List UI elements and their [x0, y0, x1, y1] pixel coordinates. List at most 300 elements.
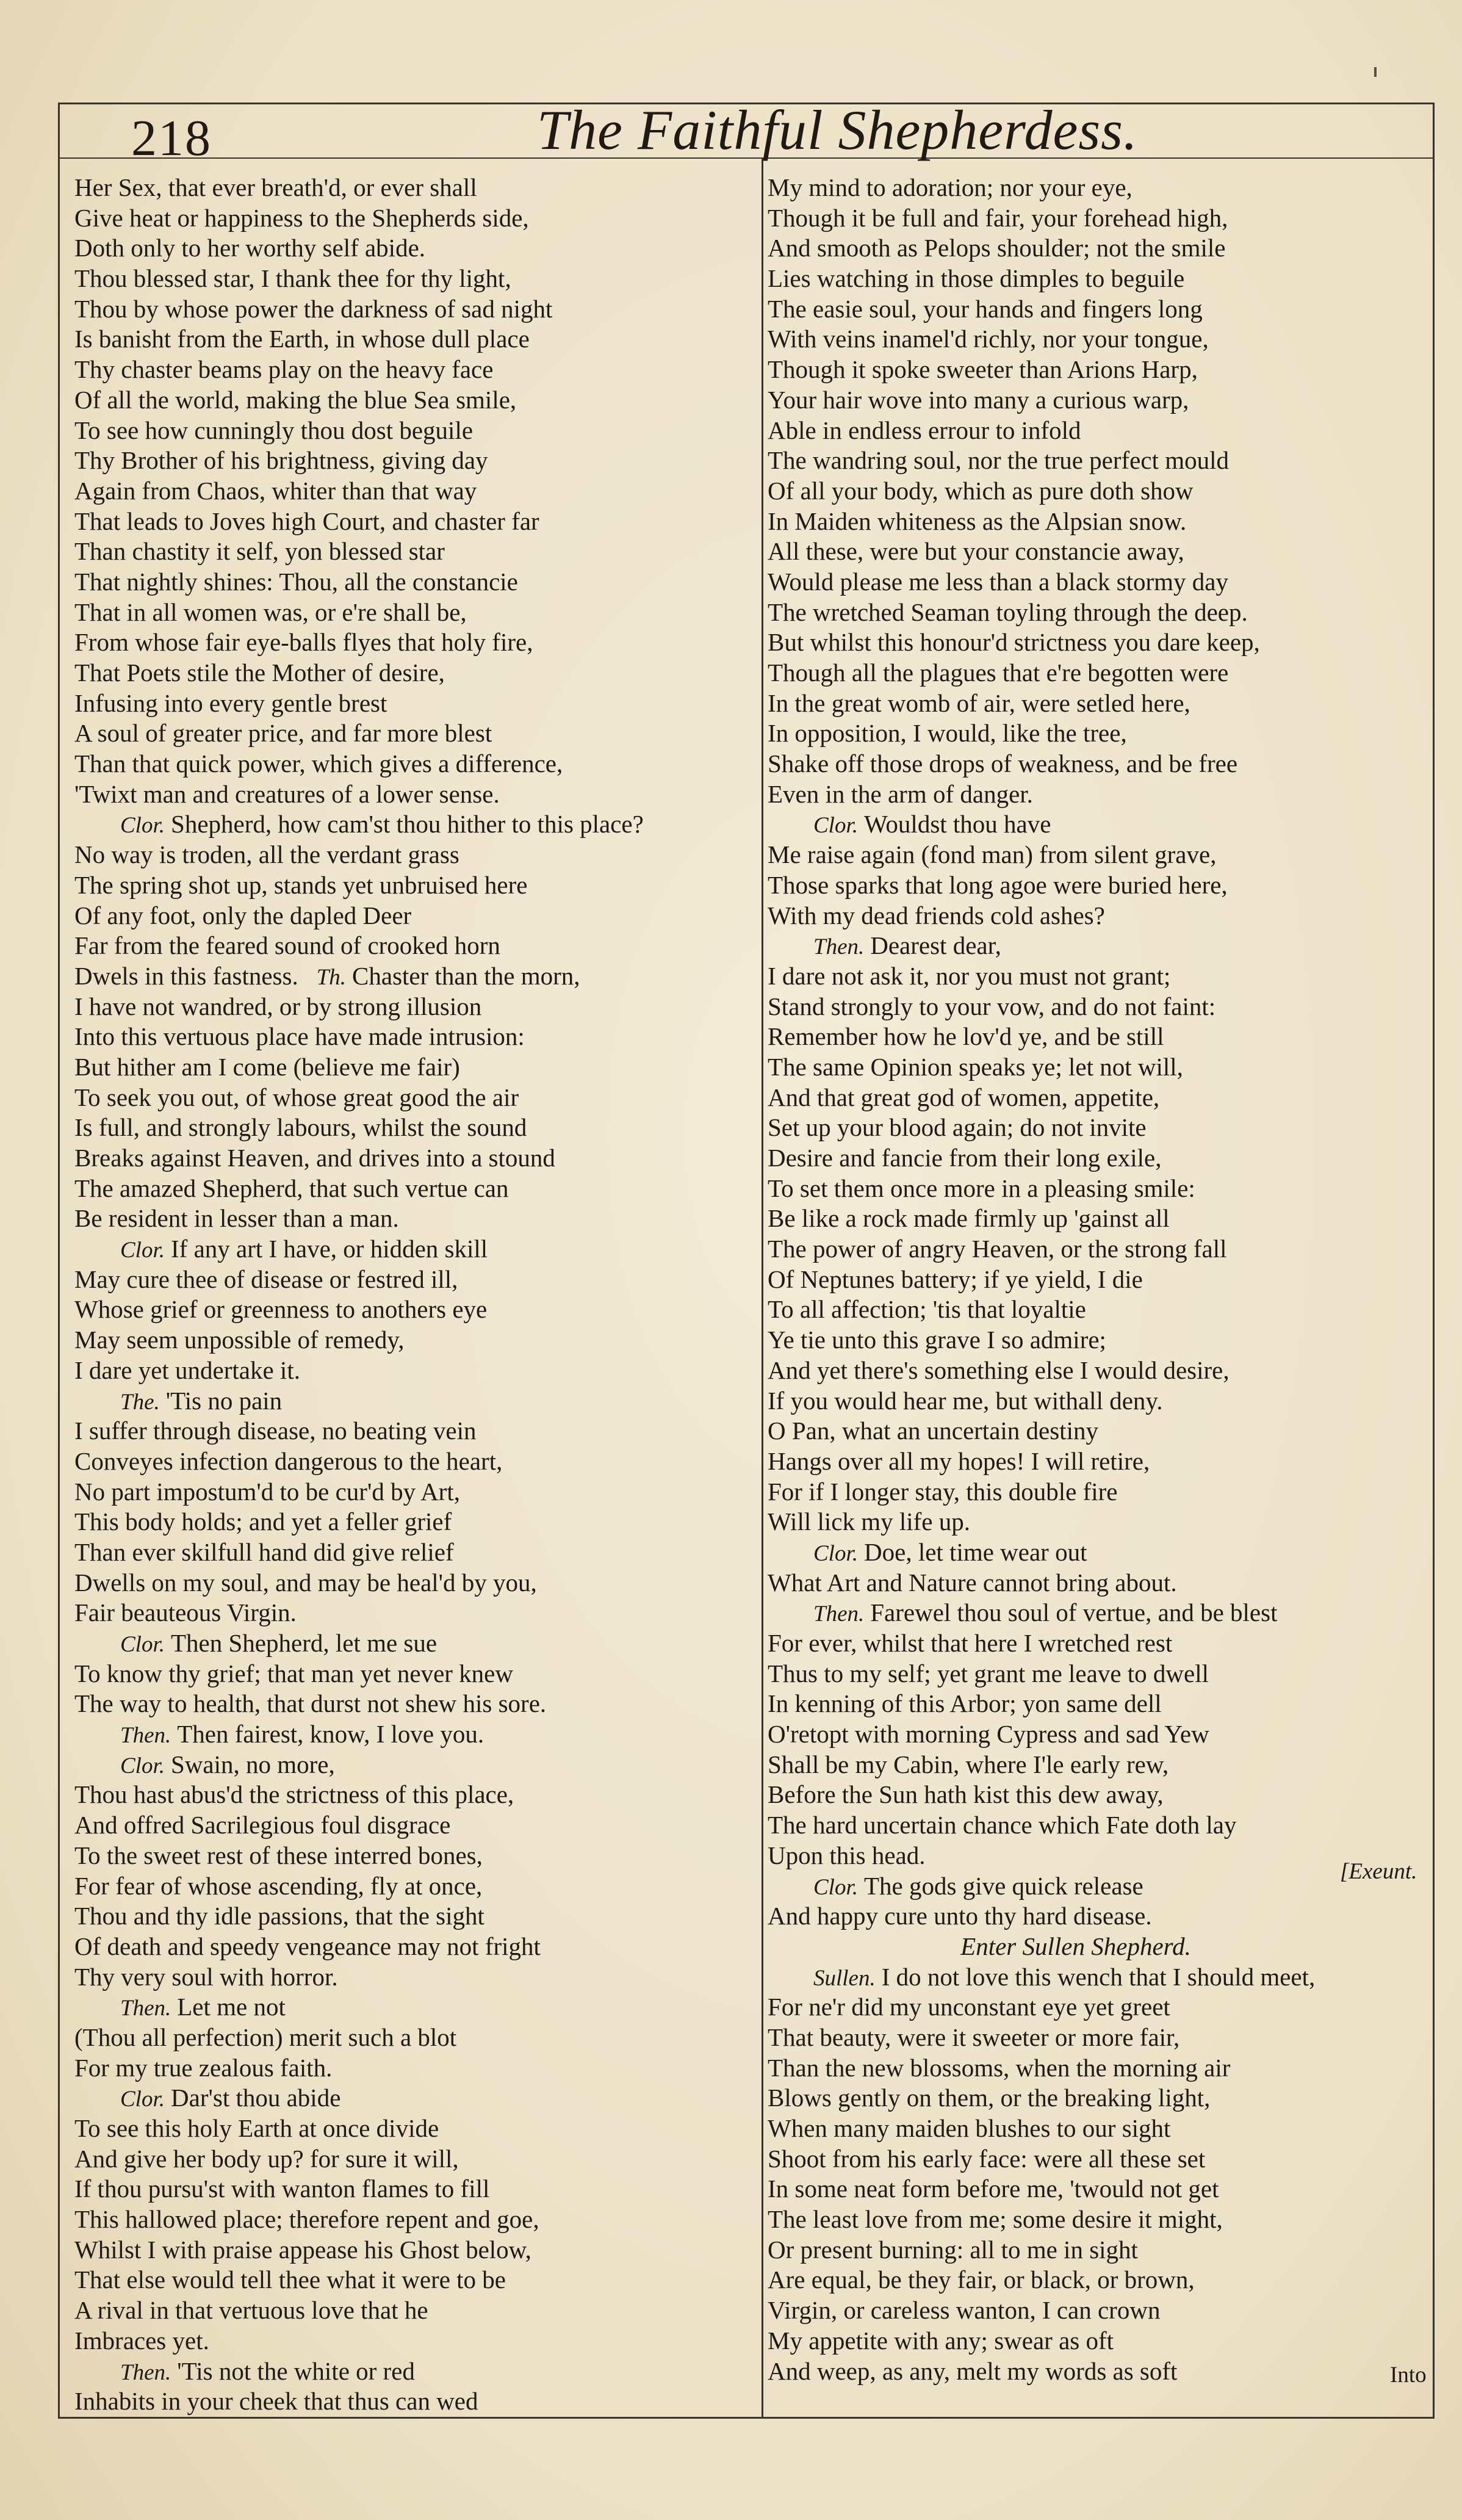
text-line [768, 507, 1421, 537]
text-line [768, 992, 1421, 1022]
verse-text: Far from the feared sound of crooked horn [74, 931, 500, 960]
verse-text: Stand strongly to your vow, and do not faint: [768, 992, 1216, 1020]
stage-direction: Enter Sullen Shepherd. [960, 1932, 1191, 1960]
verse-text: If thou pursu'st with wanton flames to fill [74, 2175, 490, 2203]
verse-text: That nightly shines: Thou, all the constancie [74, 567, 518, 596]
text-line [74, 2265, 752, 2295]
verse-text: I dare not ask it, nor you must not grant; [768, 961, 1171, 990]
verse-text: Let me not [177, 1993, 286, 2021]
verse-text: To the sweet rest of these interred bones, [74, 1841, 483, 1869]
text-line [768, 416, 1421, 446]
stage-direction-exeunt: [Exeunt. [1340, 1859, 1417, 1884]
verse-text: And weep, as any, melt my words as soft [768, 2356, 1178, 2385]
text-line [768, 2235, 1421, 2265]
verse-text: Than ever skilfull hand did give relief [74, 1537, 454, 1566]
verse-text: Lies watching in those dimples to beguile [768, 264, 1185, 293]
text-line [768, 2023, 1421, 2053]
verse-text: Me raise again (fond man) from silent grave, [768, 840, 1217, 869]
verse-text: Then Shepherd, let me sue [171, 1629, 438, 1657]
verse-text: Imbraces yet. [74, 2326, 209, 2355]
text-line [768, 718, 1421, 749]
speaker-name: Clor. [120, 2087, 165, 2112]
verse-text: That Poets stile the Mother of desire, [74, 659, 445, 687]
text-line [74, 2326, 752, 2356]
speaker-name: Sullen. [813, 1965, 876, 1991]
verse-text: With veins inamel'd richly, nor your tongue, [768, 325, 1209, 353]
text-line [768, 1871, 1421, 1902]
text-line [74, 2114, 752, 2144]
text-line [74, 749, 752, 779]
verse-text: No way is troden, all the verdant grass [74, 840, 459, 869]
verse-text: Or present burning: all to me in sight [768, 2235, 1138, 2264]
verse-text: Ye tie unto this grave I so admire; [768, 1326, 1106, 1354]
verse-text: For my true zealous faith. [74, 2053, 333, 2082]
catchword: Into [1390, 2363, 1427, 2388]
text-line [768, 1022, 1421, 1052]
text-line [74, 1568, 752, 1598]
text-line [74, 1962, 752, 1993]
verse-text: I have not wandred, or by strong illusion [74, 992, 482, 1020]
verse-text: Are equal, be they fair, or black, or brown, [768, 2265, 1195, 2294]
verse-text: My appetite with any; swear as oft [768, 2326, 1114, 2355]
text-line [74, 1932, 752, 1962]
text-line [74, 2083, 752, 2114]
text-line [768, 1810, 1421, 1841]
verse-text: Of any foot, only the dapled Deer [74, 901, 412, 930]
speaker-name: Clor. [120, 1753, 165, 1778]
verse-text: O Pan, what an uncertain destiny [768, 1417, 1098, 1445]
text-line [768, 1174, 1421, 1204]
text-line [768, 931, 1421, 961]
text-line [768, 1234, 1421, 1265]
verse-text: A soul of greater price, and far more blest [74, 719, 492, 748]
verse-text: The way to health, that durst not shew his sore. [74, 1689, 547, 1718]
text-line [74, 901, 752, 931]
text-line [74, 627, 752, 658]
text-line [74, 1325, 752, 1356]
text-line [768, 658, 1421, 688]
verse-text: Thy Brother of his brightness, giving day [74, 446, 488, 475]
text-line [74, 1022, 752, 1052]
text-line [74, 931, 752, 961]
verse-text: Breaks against Heaven, and drives into a stound [74, 1144, 555, 1172]
verse-text: And yet there's something else I would desire, [768, 1356, 1230, 1384]
verse-text: Able in endless errour to infold [768, 416, 1081, 444]
text-line [74, 294, 752, 325]
verse-text: Though all the plagues that e're begotten were [768, 659, 1229, 687]
text-line [74, 840, 752, 870]
verse-text: I suffer through disease, no beating vein [74, 1417, 477, 1445]
verse-text: Of Neptunes battery; if ye yield, I die [768, 1265, 1143, 1293]
verse-text: Hangs over all my hopes! I will retire, [768, 1446, 1150, 1475]
verse-text: Then fairest, know, I love you. [177, 1720, 484, 1749]
verse-text: That in all women was, or e're shall be, [74, 598, 467, 626]
text-line [768, 1446, 1421, 1477]
text-line [74, 2386, 752, 2417]
text-line [768, 870, 1421, 901]
text-line [74, 1810, 752, 1841]
page-number: 218 [131, 110, 212, 167]
text-line [74, 598, 752, 628]
verse-text: And give her body up? for sure it will, [74, 2144, 459, 2173]
text-line [74, 173, 752, 203]
text-line [768, 809, 1421, 840]
text-line [74, 1083, 752, 1113]
text-line [768, 173, 1421, 203]
text-line [768, 1204, 1421, 1234]
text-line [768, 2265, 1421, 2295]
text-line [768, 598, 1421, 628]
text-line [74, 1416, 752, 1446]
running-title: The Faithful Shepherdess. [537, 99, 1138, 161]
verse-text: Blows gently on them, or the breaking light, [768, 2084, 1211, 2112]
text-line [74, 718, 752, 749]
speaker-name: Then. [813, 1601, 865, 1627]
verse-text: Farewel thou soul of vertue, and be blest [870, 1598, 1278, 1627]
verse-text: Thus to my self; yet grant me leave to dwell [768, 1659, 1209, 1688]
verse-text: Dar'st thou abide [171, 2084, 341, 2112]
verse-text: To see this holy Earth at once divide [74, 2114, 439, 2142]
verse-text: No part impostum'd to be cur'd by Art, [74, 1477, 460, 1506]
text-line [768, 1901, 1421, 1932]
verse-text: The gods give quick release [864, 1871, 1143, 1900]
text-line [74, 992, 752, 1022]
verse-text: For fear of whose ascending, fly at once, [74, 1871, 483, 1900]
verse-text: Swain, no more, [171, 1750, 335, 1778]
verse-text: I do not love this wench that I should meet, [881, 1962, 1316, 1991]
verse-text: 'Tis no pain [165, 1386, 283, 1415]
text-line [74, 658, 752, 688]
verse-text: Of all the world, making the blue Sea smile, [74, 385, 517, 414]
text-line [768, 961, 1421, 992]
verse-text: If any art I have, or hidden skill [171, 1235, 488, 1263]
verse-text: Again from Chaos, whiter than that way [74, 476, 477, 505]
text-line [768, 385, 1421, 416]
verse-text: I dare yet undertake it. [74, 1356, 300, 1384]
verse-text: Wouldst thou have [864, 810, 1051, 839]
verse-text: Dwells on my soul, and may be heal'd by you, [74, 1568, 537, 1597]
verse-text: Set up your blood again; do not invite [768, 1113, 1147, 1142]
verse-text: All these, were but your constancie away, [768, 537, 1184, 566]
verse-text: In Maiden whiteness as the Alpsian snow. [768, 507, 1187, 535]
text-line [74, 2356, 752, 2387]
verse-text: The spring shot up, stands yet unbruised here [74, 870, 528, 899]
text-line [74, 870, 752, 901]
text-line [768, 1659, 1421, 1689]
verse-text: Remember how he lov'd ye, and be still [768, 1022, 1164, 1051]
text-line [768, 476, 1421, 507]
verse-text: Dearest dear, [870, 931, 1001, 960]
text-line [74, 1052, 752, 1083]
speaker-name: Clor. [813, 1540, 859, 1566]
verse-text: For if I longer stay, this double fire [768, 1477, 1118, 1506]
verse-text: For ne'r did my unconstant eye yet greet [768, 1993, 1170, 2021]
text-line [74, 688, 752, 719]
text-line [74, 1446, 752, 1477]
text-line [768, 1143, 1421, 1174]
verse-text: Thou by whose power the darkness of sad night [74, 294, 553, 323]
verse-text: The least love from me; some desire it might, [768, 2205, 1223, 2234]
verse-text: Would please me less than a black stormy day [768, 567, 1228, 596]
text-line [768, 1841, 1421, 1871]
text-line [768, 2144, 1421, 2175]
verse-text: 'Tis not the white or red [177, 2356, 415, 2385]
text-line [768, 1083, 1421, 1113]
verse-text: Is full, and strongly labours, whilst the sound [74, 1113, 527, 1142]
verse-text: The wretched Seaman toyling through the deep. [768, 598, 1248, 626]
verse-text: And that great god of women, appetite, [768, 1083, 1160, 1111]
text-line [74, 264, 752, 294]
verse-text: Those sparks that long agoe were buried here, [768, 870, 1228, 899]
verse-text: Give heat or happiness to the Shepherds side, [74, 203, 529, 232]
verse-text: Shoot from his early face: were all these set [768, 2144, 1206, 2173]
speaker-name: Then. [120, 2359, 171, 2385]
text-line [768, 688, 1421, 719]
text-line [74, 1628, 752, 1659]
text-line [768, 1962, 1421, 1993]
speaker-name: Clor. [813, 1874, 859, 1900]
text-line [768, 264, 1421, 294]
verse-text: From whose fair eye-balls flyes that holy fire, [74, 628, 533, 657]
speaker-name: Clor. [120, 1632, 165, 1657]
verse-text: Of death and speedy vengeance may not fright [74, 1932, 541, 1960]
text-line [768, 1628, 1421, 1659]
text-line [74, 446, 752, 476]
verse-text: To set them once more in a pleasing smile: [768, 1174, 1195, 1202]
text-line [768, 840, 1421, 870]
text-line [768, 2174, 1421, 2204]
verse-text: Doth only to her worthy self abide. [74, 234, 426, 262]
text-line [74, 1265, 752, 1295]
verse-text: The easie soul, your hands and fingers long [768, 294, 1203, 323]
text-line [74, 1871, 752, 1902]
verse-text: Desire and fancie from their long exile, [768, 1144, 1162, 1172]
text-line [768, 446, 1421, 476]
text-line [768, 1537, 1421, 1568]
text-line [74, 476, 752, 507]
verse-text: Her Sex, that ever breath'd, or ever shall [74, 173, 477, 201]
verse-text: Whose grief or greenness to anothers eye [74, 1295, 488, 1324]
text-line [768, 1689, 1421, 1719]
verse-text: Into this vertuous place have made intrusion: [74, 1022, 525, 1051]
verse-text: And offred Sacrilegious foul disgrace [74, 1811, 451, 1839]
text-line [768, 1356, 1421, 1386]
text-line [74, 1386, 752, 1417]
verse-text: With my dead friends cold ashes? [768, 901, 1105, 930]
verse-text: In some neat form before me, 'twould not get [768, 2175, 1219, 2203]
text-line [768, 1598, 1421, 1628]
text-line [768, 2326, 1421, 2356]
verse-text: Thou hast abus'd the strictness of this place, [74, 1780, 514, 1809]
text-line [74, 1234, 752, 1265]
verse-text: In kenning of this Arbor; yon same dell [768, 1689, 1162, 1718]
text-line [768, 749, 1421, 779]
verse-text: Be like a rock made firmly up 'gainst all [768, 1204, 1170, 1233]
text-line [74, 1750, 752, 1780]
verse-text: Shake off those drops of weakness, and be free [768, 749, 1238, 778]
text-line [74, 779, 752, 810]
text-line [768, 2083, 1421, 2114]
text-line [74, 961, 752, 992]
verse-text: This body holds; and yet a feller grief [74, 1507, 452, 1536]
verse-text: Your hair wove into many a curious warp, [768, 385, 1189, 414]
verse-text: To know thy grief; that man yet never knew [74, 1659, 513, 1688]
column-divider [762, 159, 763, 2417]
text-line [768, 1416, 1421, 1446]
verse-text: Though it spoke sweeter than Arions Harp, [768, 355, 1198, 384]
verse-text: In the great womb of air, were setled here, [768, 688, 1190, 717]
verse-text: Conveyes infection dangerous to the heart, [74, 1446, 503, 1475]
text-line [74, 2204, 752, 2235]
text-line [768, 1325, 1421, 1356]
text-line [74, 1780, 752, 1810]
text-line [74, 2023, 752, 2053]
page-edge-mark [1374, 67, 1377, 77]
verse-text: Shepherd, how cam'st thou hither to this place? [171, 810, 644, 839]
text-line [74, 1507, 752, 1537]
speaker-name: The. [120, 1389, 160, 1415]
verse-text: But hither am I come (believe me fair) [74, 1052, 460, 1081]
speaker-name: Clor. [120, 813, 165, 839]
verse-text: The amazed Shepherd, that such vertue can [74, 1174, 509, 1202]
verse-text: That beauty, were it sweeter or more fair, [768, 2023, 1180, 2051]
verse-text: And happy cure unto thy hard disease. [768, 1902, 1152, 1930]
speaker-name: Then. [120, 1996, 171, 2021]
speaker-name: Clor. [813, 813, 859, 839]
verse-text: Doe, let time wear out [864, 1537, 1087, 1566]
text-line [768, 1750, 1421, 1780]
text-line [768, 2295, 1421, 2326]
verse-text: Whilst I with praise appease his Ghost below, [74, 2235, 531, 2264]
verse-text: And smooth as Pelops shoulder; not the smile [768, 234, 1226, 262]
verse-text: Inhabits in your cheek that thus can wed [74, 2387, 478, 2416]
text-line [768, 2204, 1421, 2235]
text-line [768, 1113, 1421, 1143]
verse-text: To see how cunningly thou dost beguile [74, 416, 474, 444]
text-line [768, 1294, 1421, 1325]
verse-text: Even in the arm of danger. [768, 779, 1033, 808]
text-line [74, 1113, 752, 1143]
verse-text: To seek you out, of whose great good the air [74, 1083, 519, 1111]
verse-text: That leads to Joves high Court, and chaster far [74, 507, 539, 535]
verse-text: May seem unpossible of remedy, [74, 1326, 405, 1354]
verse-text: Will lick my life up. [768, 1507, 970, 1536]
verse-text: (Thou all perfection) merit such a blot [74, 2023, 457, 2051]
text-line [768, 1780, 1421, 1810]
verse-text: Thy chaster beams play on the heavy face [74, 355, 494, 384]
verse-text: Thy very soul with horror. [74, 1962, 338, 1991]
text-line [768, 324, 1421, 355]
text-line [768, 1386, 1421, 1417]
text-line [768, 1568, 1421, 1598]
verse-text: What Art and Nature cannot bring about. [768, 1568, 1177, 1597]
verse-text: The same Opinion speaks ye; let not will, [768, 1052, 1183, 1081]
text-line [768, 901, 1421, 931]
text-line [768, 1507, 1421, 1537]
verse-text: The wandring soul, nor the true perfect mould [768, 446, 1229, 475]
verse-text: Of all your body, which as pure doth show [768, 476, 1194, 505]
verse-text: Infusing into every gentle brest [74, 688, 387, 717]
text-line [74, 567, 752, 598]
text-line [768, 1992, 1421, 2023]
text-line [768, 1052, 1421, 1083]
verse-text: That else would tell thee what it were to be [74, 2265, 506, 2294]
verse-text: Virgin, or careless wanton, I can crown [768, 2296, 1161, 2325]
text-line [74, 1204, 752, 1234]
verse-text: May cure thee of disease or festred ill, [74, 1265, 458, 1293]
text-line [74, 1841, 752, 1871]
text-line [768, 567, 1421, 598]
verse-text: The power of angry Heaven, or the strong fall [768, 1235, 1227, 1263]
text-line [74, 1719, 752, 1750]
text-line [768, 294, 1421, 325]
right-text-column [768, 173, 1421, 2386]
verse-text: Chaster than the morn, [352, 961, 580, 990]
text-line [768, 2356, 1421, 2387]
text-line [74, 324, 752, 355]
text-line [768, 2114, 1421, 2144]
speaker-name: Th. [316, 964, 347, 990]
text-line [74, 1477, 752, 1507]
verse-text: Than that quick power, which gives a difference, [74, 749, 563, 778]
verse-text: Dwels in this fastness. [74, 961, 298, 990]
verse-text: Thou and thy idle passions, that the sight [74, 1902, 484, 1930]
text-line [74, 2235, 752, 2265]
text-line [768, 1719, 1421, 1750]
text-line [74, 355, 752, 385]
text-line [74, 1537, 752, 1568]
verse-text: If you would hear me, but withall deny. [768, 1386, 1163, 1415]
text-line [74, 416, 752, 446]
text-line [74, 809, 752, 840]
text-line [768, 355, 1421, 385]
verse-text: Is banisht from the Earth, in whose dull place [74, 325, 530, 353]
text-line [768, 1265, 1421, 1295]
verse-text: Though it be full and fair, your forehead high, [768, 203, 1228, 232]
verse-text: Be resident in lesser than a man. [74, 1204, 399, 1233]
text-line [768, 627, 1421, 658]
speaker-name: Then. [813, 934, 865, 960]
text-line [74, 1143, 752, 1174]
text-line [74, 1901, 752, 1932]
text-line [768, 1477, 1421, 1507]
text-line [74, 2144, 752, 2175]
verse-text: Than chastity it self, yon blessed star [74, 537, 445, 566]
text-line [74, 203, 752, 234]
text-line [768, 2053, 1421, 2084]
verse-text: My mind to adoration; nor your eye, [768, 173, 1133, 201]
text-line [74, 507, 752, 537]
left-text-column [74, 173, 752, 2417]
text-line [74, 1356, 752, 1386]
text-line [74, 2295, 752, 2326]
text-line [74, 2053, 752, 2084]
text-line [74, 1689, 752, 1719]
text-line [74, 2174, 752, 2204]
verse-text: In opposition, I would, like the tree, [768, 719, 1127, 748]
text-line [768, 779, 1421, 810]
text-line [74, 536, 752, 567]
text-line [74, 1992, 752, 2023]
text-line [74, 1294, 752, 1325]
verse-text: O'retopt with morning Cypress and sad Yew [768, 1720, 1209, 1749]
verse-text: 'Twixt man and creatures of a lower sense. [74, 779, 500, 808]
verse-text: Fair beauteous Virgin. [74, 1598, 297, 1627]
text-line [74, 1598, 752, 1628]
verse-text: Thou blessed star, I thank thee for thy light, [74, 264, 511, 293]
text-line [74, 1659, 752, 1689]
text-line [74, 1174, 752, 1204]
